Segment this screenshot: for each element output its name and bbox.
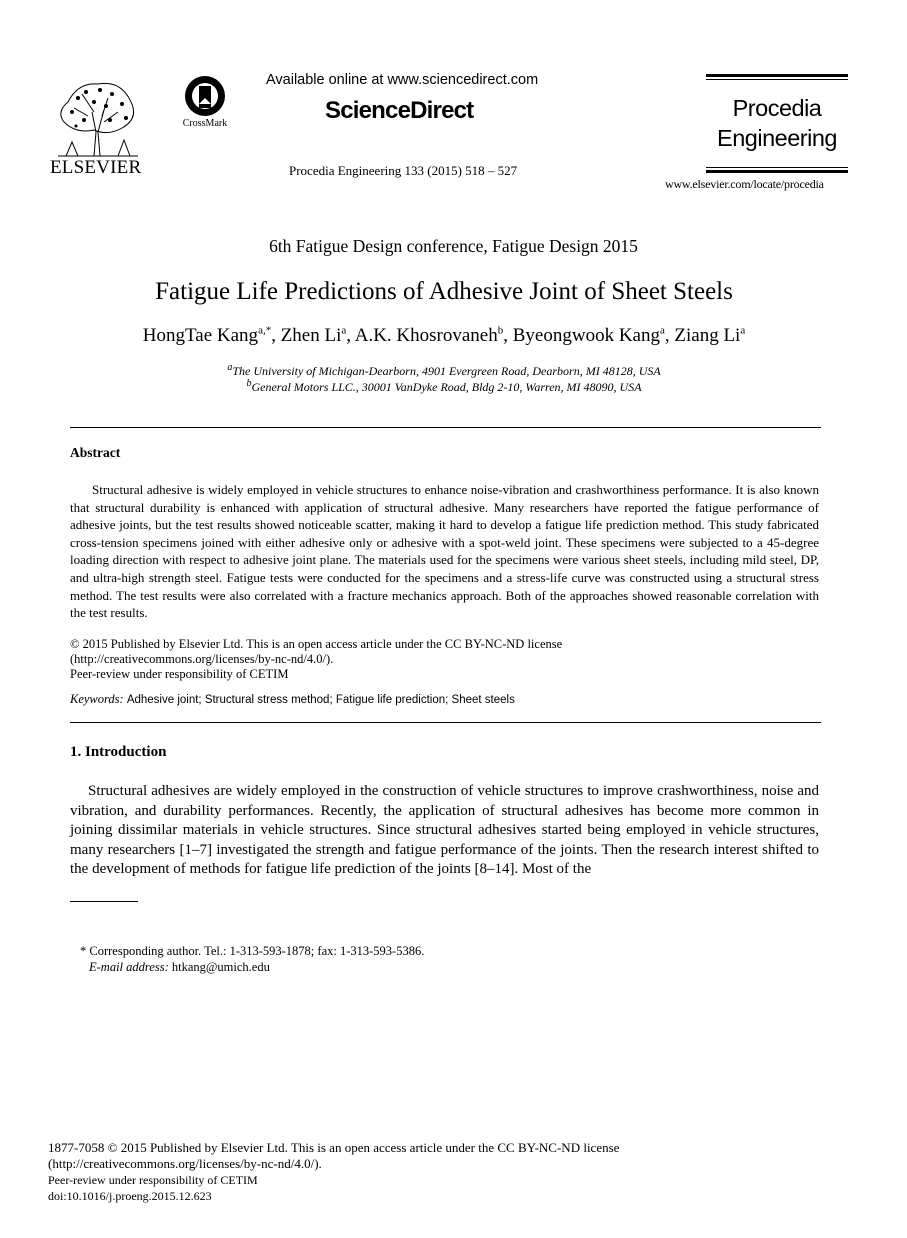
footer-doi[interactable]: doi:10.1016/j.proeng.2015.12.623 [48,1189,212,1203]
email-address[interactable]: htkang@umich.edu [171,960,270,974]
abstract-rule-top [70,427,821,428]
peer-review-line: Peer-review under responsibility of CETIM [70,667,289,681]
available-online-link[interactable]: Available online at www.sciencedirect.com [266,72,539,88]
sciencedirect-logo: ScienceDirect [325,97,474,124]
author-name: Zhen Li [280,325,342,346]
author-affil-mark: a [341,324,347,337]
license-link[interactable]: (http://creativecommons.org/licenses/by-nc-nd/4.0/). [70,652,334,666]
email-label: E-mail address: [89,960,169,974]
affiliation-text: General Motors LLC., 30001 VanDyke Road, Bldg 2-10, Warren, MI 48090, USA [251,380,642,394]
author-affil-mark: a [659,324,665,337]
author-name: Ziang Li [674,325,741,346]
journal-rule-top-thin [706,79,848,80]
author-name: A.K. Khosrovaneh [354,325,498,346]
journal-rule-bottom [706,170,848,173]
page-footer [48,1140,808,1204]
journal-rule-bottom-thin [706,167,848,168]
author-affil-mark: b [497,324,504,337]
affiliation [0,380,888,395]
author-list: HongTae Kang$^{a,*}$, Zhen Li$^a$, A.K. Khosrovaneh$^b$, Byeongwook Kang$^a$, Ziang Li$^a$ [142,324,746,346]
journal-name [706,93,848,153]
email-footnote [89,960,270,975]
author-affil-mark[interactable]: a,* [258,324,272,337]
author-name: Byeongwook Kang [512,325,660,346]
abstract-heading: Abstract [70,445,121,460]
journal-rule-top [706,74,848,77]
section-heading: 1. Introduction [70,744,167,760]
footer-license-link[interactable]: (http://creativecommons.org/licenses/by-nc-nd/4.0/). [48,1156,322,1171]
keywords [70,692,819,707]
affiliation-mark: b [246,378,252,389]
affiliation [0,364,888,379]
corresponding-author-footnote: * Corresponding author. Tel.: 1-313-593-1878; fax: 1-313-593-5386. [80,944,425,958]
affiliation-mark: a [227,362,233,373]
footer-peer-review: Peer-review under responsibility of CETIM [48,1173,258,1187]
journal-url-link[interactable]: www.elsevier.com/locate/procedia [665,177,824,191]
author-name: HongTae Kang [142,325,259,346]
affiliation-text: The University of Michigan-Dearborn, 4901 Evergreen Road, Dearborn, MI 48128, USA [232,364,661,378]
section-body: Structural adhesives are widely employed in the construction of vehicle structures to improve crashworthiness, noise and vibration, and durability performances. Recently, the application of structural adhesives has become more common in joining dissimilar materials in vehicle structures. Since structural adhesives started being employed in vehicle structures, many researchers [1–7] investigated the strength and fatigue performance of the joints. Then the research interest shifted to the development of methods for fatigue life prediction of the joints [8–14]. Most of the [70,783,819,878]
abstract-rule-bottom [70,722,821,723]
footnote-rule [70,901,138,902]
journal-name-line1: Procedia [732,95,822,121]
publisher-name: ELSEVIER [50,157,142,178]
footer-issn-license: 1877-7058 © 2015 Published by Elsevier Ltd. This is an open access article under the CC BY-NC-ND license [48,1140,620,1155]
journal-reference: Procedia Engineering 133 (2015) 518 – 527 [289,163,518,178]
author-affil-mark: a [740,324,746,337]
abstract-body: Structural adhesive is widely employed in vehicle structures to enhance noise-vibration and crashworthiness performance. It is also known that structural durability is enhanced with application of structural adhesive. Many researchers have reported the fatigue performance of adhesive joints, but the test results showed noticeable scatter, making it hard to develop a fatigue life prediction method. This study fabricated cross-tension specimens joined with either adhesive only or adhesive with a spot-weld joint. These specimens were subjected to a 45-degree loading direction with respect to adhesive joint plane. The materials used for the specimens were various sheet steels, including mild steel, DP, and ultra-high strength steel. Fatigue tests were conducted for the specimens and a stress-life curve was constructed using a structural stress method. The test results were also correlated with a fracture mechanics approach. Both of the approaches showed reasonable correlation with the test results. [70,482,819,621]
journal-name-line2: Engineering [717,125,837,151]
paper-title: Fatigue Life Predictions of Adhesive Joint of Sheet Steels [155,278,733,305]
conference-name: 6th Fatigue Design conference, Fatigue Design 2015 [269,236,638,256]
license-line: © 2015 Published by Elsevier Ltd. This is an open access article under the CC BY-NC-ND license [70,637,563,651]
license-statement [70,637,819,682]
keywords-values: Adhesive joint; Structural stress method; Fatigue life prediction; Sheet steels [126,694,515,706]
keywords-label: Keywords: [70,692,124,706]
crossmark-label: CrossMark [182,118,228,129]
